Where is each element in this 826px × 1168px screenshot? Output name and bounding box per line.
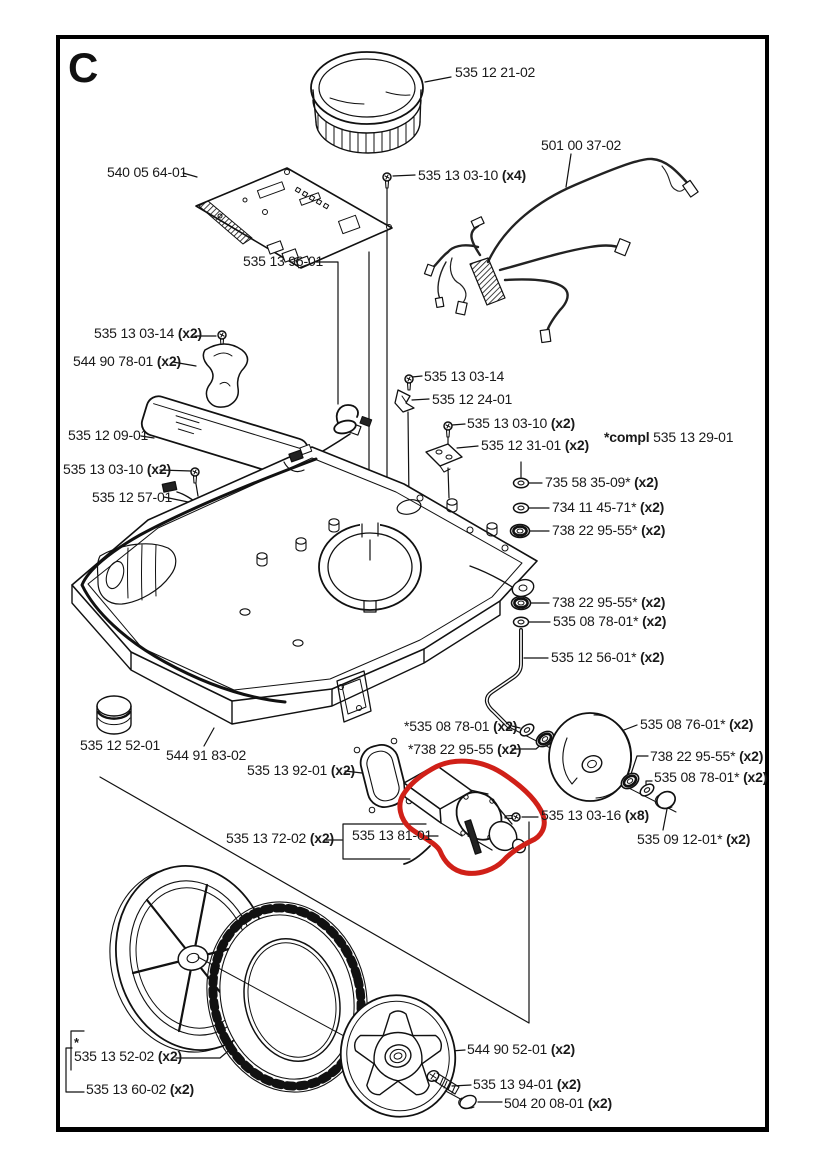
part-label-535-08-76-01: 535 08 76-01* (x2)	[640, 716, 754, 732]
part-label-535-12-31-01: 535 12 31-01 (x2)	[481, 437, 589, 453]
part-label-544-90-78-01: 544 90 78-01 (x2)	[73, 353, 181, 369]
part-label-738-22-95-55-b: 738 22 95-55* (x2)	[552, 594, 666, 610]
cap-part	[97, 696, 131, 734]
part-label-535-13-72-02: 535 13 72-02 (x2)	[226, 830, 334, 846]
part-label-535-12-57-01: 535 12 57-01	[92, 489, 173, 505]
chassis-part	[72, 445, 537, 724]
part-label-535-09-12-01: 535 09 12-01* (x2)	[637, 831, 751, 847]
part-label-535-12-21-02: 535 12 21-02	[455, 64, 536, 80]
part-label-544-91-83-02: 544 91 83-02	[166, 747, 247, 763]
part-label-535-13-03-10-x2-b: 535 13 03-10 (x2)	[467, 415, 575, 431]
part-label-535-13-81-01: 535 13 81-01	[352, 827, 433, 843]
part-label-535-13-03-10-x2-a: 535 13 03-10 (x2)	[63, 461, 171, 477]
part-label-535-08-78-01-a: 535 08 78-01* (x2)	[553, 613, 667, 629]
washer-stack-lower	[487, 597, 531, 728]
part-label-535-08-78-01-b: 535 08 78-01* (x2)	[654, 769, 768, 785]
part-label-535-13-03-10-x4: 535 13 03-10 (x4)	[418, 167, 526, 183]
washer-stack-upper	[511, 478, 530, 537]
part-label-535-13-96-01: 535 13 96-01	[243, 253, 324, 269]
part-label-535-13-03-16: 535 13 03-16 (x8)	[541, 807, 649, 823]
part-label-738-22-95-55-star: *738 22 95-55 (x2)	[408, 741, 522, 757]
part-label-535-13-52-02: 535 13 52-02 (x2)	[74, 1048, 182, 1064]
part-label-535-12-09-01: 535 12 09-01	[68, 427, 149, 443]
part-label-535-12-24-01: 535 12 24-01	[432, 391, 513, 407]
part-label-535-08-78-01-star: *535 08 78-01 (x2)	[404, 718, 518, 734]
part-label-535-13-03-14-x2: 535 13 03-14 (x2)	[94, 325, 202, 341]
cable-harness-part	[424, 159, 698, 343]
support-bracket-part	[203, 344, 247, 407]
part-label-535-13-92-01: 535 13 92-01 (x2)	[247, 762, 355, 778]
part-label-535-12-56-01: 535 12 56-01* (x2)	[551, 649, 665, 665]
part-label-501-00-37-02: 501 00 37-02	[541, 137, 622, 153]
ribbed-drum-part	[311, 52, 423, 153]
part-label-738-22-95-55-c: 738 22 95-55* (x2)	[650, 748, 764, 764]
part-label-compl-535-13-29-01: *compl 535 13 29-01	[604, 429, 734, 445]
part-label-535-13-94-01: 535 13 94-01 (x2)	[473, 1076, 581, 1092]
part-label-738-22-95-55-a: 738 22 95-55* (x2)	[552, 522, 666, 538]
clip-part	[395, 390, 414, 412]
part-label-734-11-45-71: 734 11 45-71* (x2)	[552, 499, 665, 515]
gasket-part	[354, 738, 412, 813]
part-label-735-58-35-09: 735 58 35-09* (x2)	[545, 474, 659, 490]
part-label-540-05-64-01: 540 05 64-01	[107, 164, 188, 180]
part-label-535-12-52-01: 535 12 52-01	[80, 737, 161, 753]
part-label-504-20-08-01: 504 20 08-01 (x2)	[504, 1095, 612, 1111]
part-label-535-13-03-14: 535 13 03-14	[424, 368, 505, 384]
part-label-535-13-60-02: 535 13 60-02 (x2)	[86, 1081, 194, 1097]
section-letter: C	[68, 44, 99, 91]
star-marker: *	[74, 1035, 79, 1050]
part-label-544-90-52-01: 544 90 52-01 (x2)	[467, 1041, 575, 1057]
